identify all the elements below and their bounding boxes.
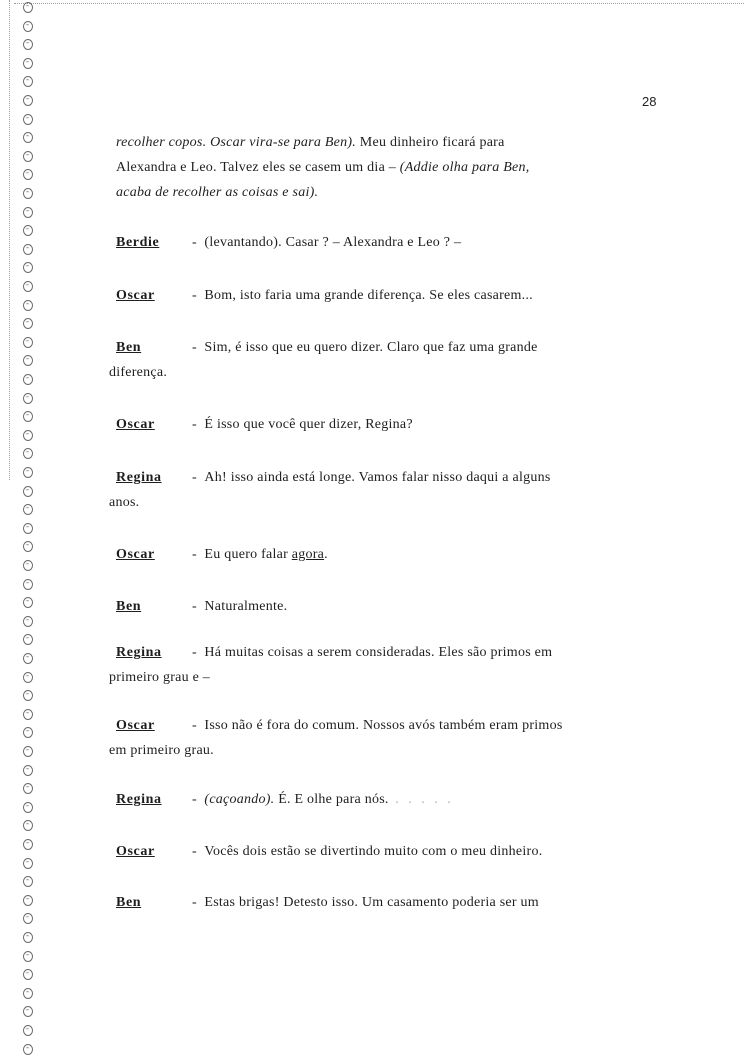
binding-ring	[23, 95, 33, 106]
binding-ring	[23, 300, 33, 311]
binding-ring	[23, 802, 33, 813]
dialogue-entry	[109, 465, 661, 515]
binding-ring	[23, 597, 33, 608]
dash: -	[192, 718, 197, 733]
binding-ring	[23, 913, 33, 924]
binding-ring	[23, 895, 33, 906]
dash: -	[192, 599, 197, 614]
speaker-name: Ben	[116, 599, 142, 614]
dash: -	[192, 288, 197, 303]
speaker-name: Oscar	[116, 547, 155, 562]
binding-ring	[23, 169, 33, 180]
binding-ring	[23, 374, 33, 385]
dialogue-text: Isso não é fora do comum. Nossos avós também eram primos	[204, 718, 563, 733]
underlined-word: agora	[291, 547, 325, 562]
binding-ring	[23, 1044, 33, 1055]
binding-ring	[23, 504, 33, 515]
binding-ring	[23, 672, 33, 683]
dialogue-text: Bom, isto faria uma grande diferença. Se eles casarem...	[204, 288, 533, 303]
dialogue-continuation: anos.	[109, 495, 140, 510]
dialogue-text: Meu dinheiro ficará para	[356, 135, 505, 150]
dash: -	[192, 417, 197, 432]
dialogue-continuation: em primeiro grau.	[109, 743, 214, 758]
dialogue-entry	[116, 594, 661, 619]
binding-ring	[23, 1025, 33, 1036]
binding-ring	[23, 727, 33, 738]
speaker-name: Regina	[116, 645, 162, 660]
binding-ring	[23, 207, 33, 218]
binding-ring	[23, 486, 33, 497]
binding-ring	[23, 393, 33, 404]
binding-ring	[23, 281, 33, 292]
binding-ring	[23, 876, 33, 887]
page-number: 28	[642, 94, 657, 109]
dash: -	[192, 645, 197, 660]
binding-edge-line	[9, 0, 10, 480]
dialogue-text: Ah! isso ainda está longe. Vamos falar nisso daqui a alguns	[204, 470, 551, 485]
dialogue-entry	[116, 542, 661, 567]
dash: -	[192, 547, 197, 562]
dialogue-continuation: primeiro grau e –	[109, 670, 211, 685]
scan-noise: . . . . .	[388, 792, 454, 807]
speaker-name: Berdie	[116, 235, 160, 250]
dialogue-entry	[116, 787, 661, 812]
binding-ring	[23, 2, 33, 13]
binding-ring	[23, 21, 33, 32]
binding-ring	[23, 355, 33, 366]
stage-direction-line	[116, 180, 661, 205]
binding-ring	[23, 337, 33, 348]
dialogue-text: É isso que você quer dizer, Regina?	[204, 417, 413, 432]
dialogue-entry	[109, 640, 661, 690]
dash: -	[192, 340, 197, 355]
speaker-name: Oscar	[116, 844, 155, 859]
binding-ring	[23, 969, 33, 980]
binding-ring	[23, 839, 33, 850]
binding-ring	[23, 318, 33, 329]
binding-ring	[23, 114, 33, 125]
binding-ring	[23, 188, 33, 199]
dialogue-entry	[109, 335, 661, 385]
binding-ring	[23, 262, 33, 273]
binding-ring	[23, 988, 33, 999]
spiral-binding	[20, 0, 42, 1060]
binding-ring	[23, 820, 33, 831]
dialogue-text: Há muitas coisas a serem consideradas. Eles são primos em	[204, 645, 553, 660]
binding-ring	[23, 467, 33, 478]
dialogue-text: Eu quero falar	[204, 547, 292, 562]
binding-ring	[23, 225, 33, 236]
binding-ring	[23, 1006, 33, 1017]
dialogue-text: É. E olhe para nós.	[274, 792, 389, 807]
speaker-name: Regina	[116, 470, 162, 485]
dialogue-text: Naturalmente.	[204, 599, 288, 614]
dialogue-text: (levantando). Casar ? – Alexandra e Leo ? –	[204, 235, 462, 250]
binding-ring	[23, 783, 33, 794]
binding-ring	[23, 523, 33, 534]
dialogue-continuation: diferença.	[109, 365, 168, 380]
binding-ring	[23, 653, 33, 664]
binding-ring	[23, 634, 33, 645]
dialogue-entry	[116, 839, 661, 864]
dash: -	[192, 235, 197, 250]
speaker-name: Oscar	[116, 417, 155, 432]
stage-direction-line	[116, 130, 661, 155]
dialogue-entry	[116, 230, 661, 255]
stage-direction-italic: acaba de recolher as coisas e sai).	[116, 185, 319, 200]
stage-direction-italic: recolher copos. Oscar vira-se para Ben).	[116, 135, 357, 150]
binding-ring	[23, 430, 33, 441]
speaker-name: Ben	[116, 895, 142, 910]
dialogue-entry	[116, 890, 661, 915]
binding-ring	[23, 39, 33, 50]
speaker-name: Oscar	[116, 288, 155, 303]
dialogue-line	[116, 155, 661, 180]
binding-ring	[23, 932, 33, 943]
binding-ring	[23, 411, 33, 422]
binding-ring	[23, 709, 33, 720]
binding-ring	[23, 951, 33, 962]
dialogue-text: .	[324, 547, 328, 562]
binding-ring	[23, 448, 33, 459]
binding-ring	[23, 244, 33, 255]
binding-ring	[23, 560, 33, 571]
binding-ring	[23, 579, 33, 590]
dialogue-text: Alexandra e Leo. Talvez eles se casem um dia –	[116, 160, 400, 175]
dash: -	[192, 792, 197, 807]
speaker-name: Oscar	[116, 718, 155, 733]
stage-direction-italic: (Addie olha para Ben,	[399, 160, 530, 175]
dialogue-text: Estas brigas! Detesto isso. Um casamento poderia ser um	[204, 895, 539, 910]
binding-ring	[23, 541, 33, 552]
dash: -	[192, 895, 197, 910]
binding-ring	[23, 765, 33, 776]
binding-ring	[23, 858, 33, 869]
dash: -	[192, 844, 197, 859]
dialogue-entry	[109, 713, 661, 763]
dialogue-entry	[116, 412, 661, 437]
binding-ring	[23, 690, 33, 701]
speaker-name: Ben	[116, 340, 142, 355]
binding-ring	[23, 151, 33, 162]
binding-ring	[23, 76, 33, 87]
speaker-name: Regina	[116, 792, 162, 807]
binding-ring	[23, 58, 33, 69]
dialogue-text: Vocês dois estão se divertindo muito com o meu dinheiro.	[204, 844, 543, 859]
binding-ring	[23, 746, 33, 757]
dialogue-text: Sim, é isso que eu quero dizer. Claro que faz uma grande	[204, 340, 538, 355]
binding-ring	[23, 132, 33, 143]
dialogue-entry	[116, 283, 661, 308]
stage-direction-italic: (caçoando).	[204, 792, 275, 807]
top-dotted-rule	[14, 3, 744, 4]
binding-ring	[23, 616, 33, 627]
dash: -	[192, 470, 197, 485]
